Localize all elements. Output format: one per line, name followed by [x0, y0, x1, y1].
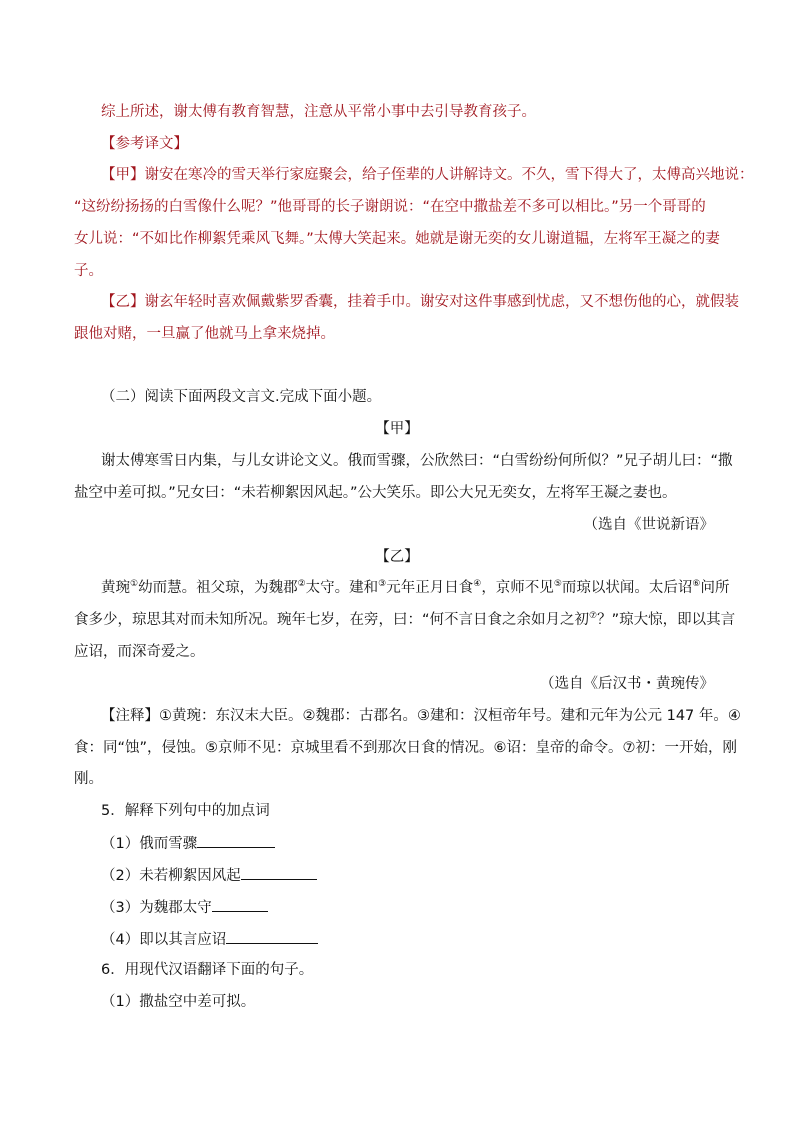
translation-jia-line-2: “这纷纷扬扬的白雪像什么呢？”他哥哥的长子谢朗说：“在空中撒盐差不多可以相比。”另一个哥哥的: [74, 199, 706, 215]
section2-yi-line-1: 黄琬①幼而慧。祖父琼，为魏郡②太守。建和③元年正月日食④，京师不见⑤而琼以状闻。太后诏⑥问所: [101, 579, 730, 596]
translation-jia-line-1: 【甲】谢安在寒冷的雪天举行家庭聚会，给子侄辈的人讲解诗文。不久，雪下得大了，太傅高兴地说：: [101, 167, 754, 183]
answer-blank-5-2[interactable]: [241, 865, 317, 880]
section2-jia-line-2: 盐空中差可拟。”兄女曰：“未若柳絮因风起。”公大笑乐。即公大兄无奕女，左将军王凝之妻也。: [74, 485, 677, 501]
question-6: 6．用现代汉语翻译下面的句子。: [101, 962, 314, 978]
question-5-4: （4）即以其言应诏: [101, 929, 318, 950]
section2-intro: （二）阅读下面两段文言文.完成下面小题。: [101, 389, 382, 405]
section2-yi-title: 【乙】: [375, 549, 419, 565]
section2-jia-source: （选自《世说新语》: [583, 517, 714, 533]
translation-jia-line-4: 子。: [74, 263, 103, 279]
section2-yi-line-3: 应诏，而深奇爱之。: [74, 644, 205, 660]
question-6-1: （1）撒盐空中差可拟。: [101, 994, 256, 1010]
question-5: 5．解释下列句中的加点词: [101, 803, 270, 819]
translation-jia-label: 【甲】: [101, 167, 145, 183]
section2-jia-title: 【甲】: [375, 421, 419, 437]
question-5-3: （3）为魏郡太守: [101, 897, 268, 918]
translation-yi-label: 【乙】: [101, 294, 145, 310]
question-5-1: （1）俄而雪骤: [101, 833, 275, 854]
notes-line-2: 食：同“蚀”，侵蚀。⑤京师不见：京城里看不到那次日食的情况。⑥诏：皇帝的命令。⑦初：一开始，刚: [74, 740, 738, 756]
answer-blank-5-4[interactable]: [226, 929, 318, 944]
answer-blank-5-3[interactable]: [212, 897, 268, 912]
translation-jia-line-3: 女儿说：“不如比作柳絮凭乘风飞舞。”太傅大笑起来。她就是谢无奕的女儿谢道韫，左将军王凝之的妻: [74, 231, 720, 247]
section2-yi-source: （选自《后汉书・黄琬传》: [540, 676, 714, 692]
section2-jia-line-1: 谢太傅寒雪日内集，与儿女讲论文义。俄而雪骤，公欣然曰：“白雪纷纷何所似？”兄子胡儿曰：“撒: [101, 453, 733, 469]
translation-summary: 综上所述，谢太傅有教育智慧，注意从平常小事中去引导教育孩子。: [101, 104, 536, 120]
answer-blank-5-1[interactable]: [197, 833, 275, 848]
question-5-2: （2）未若柳絮因风起: [101, 865, 317, 886]
translation-heading: 【参考译文】: [101, 136, 188, 152]
notes-line-3: 刚。: [74, 771, 103, 787]
section2-yi-line-2: 食多少，琼思其对而未知所况。琬年七岁，在旁，曰：“何不言日食之余如月之初⑦？”琼大惊，即以其言: [74, 611, 736, 628]
notes-line-1: 【注释】①黄琬：东汉末大臣。②魏郡：古郡名。③建和：汉桓帝年号。建和元年为公元 147 年。④: [101, 708, 741, 724]
translation-yi-line-2: 跟他对赌，一旦赢了他就马上拿来烧掉。: [74, 326, 335, 342]
translation-yi-line-1: 【乙】谢玄年轻时喜欢佩戴紫罗香囊，挂着手巾。谢安对这件事感到忧虑，又不想伤他的心，就假装: [101, 294, 739, 310]
